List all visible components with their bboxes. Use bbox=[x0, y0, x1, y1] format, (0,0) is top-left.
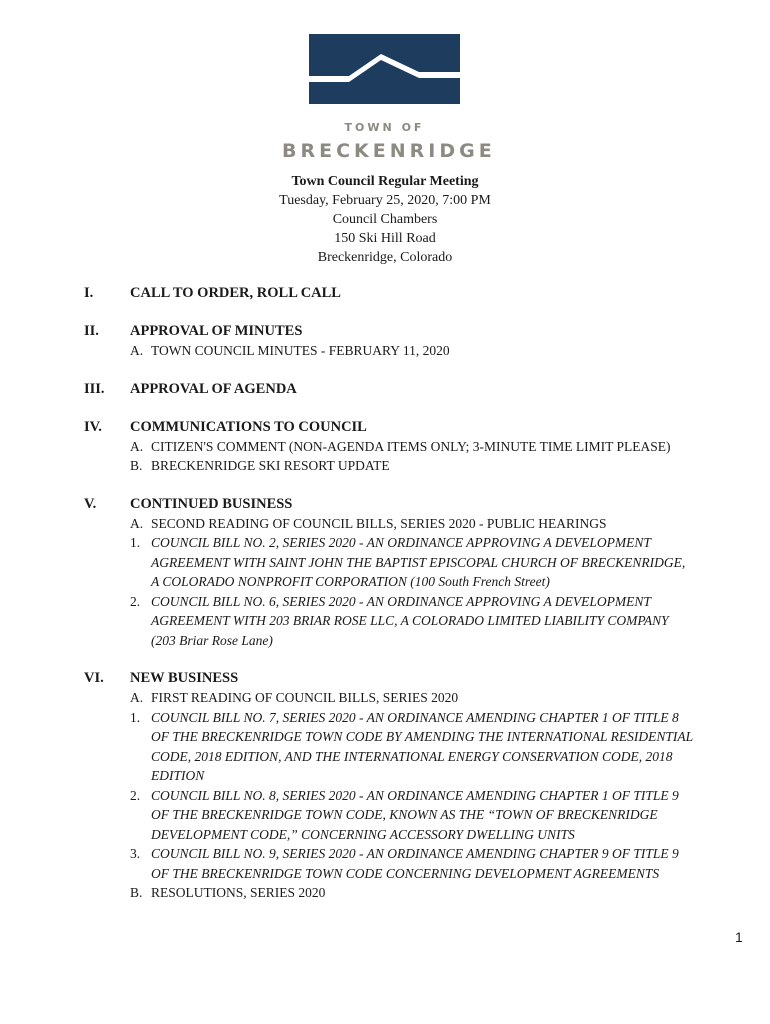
agenda-section bbox=[84, 417, 694, 476]
agenda-item-label: 3. bbox=[130, 846, 141, 861]
meeting-address: 150 Ski Hill Road bbox=[334, 231, 436, 246]
section-number: IV. bbox=[84, 418, 102, 435]
agenda-item-text: BRECKENRIDGE SKI RESORT UPDATE bbox=[151, 458, 390, 473]
agenda-item-text: COUNCIL BILL NO. 8, SERIES 2020 - AN ORDINANCE AMENDING CHAPTER 1 OF TITLE 9 OF THE BRECKENRIDGE TOWN CODE, KNOWN AS THE “TOWN OF BRECKENRIDGE DEVELOPMENT CODE,” CONCERNING ACCESSORY DWELLING UNITS bbox=[151, 787, 679, 842]
agenda-item-label: 2. bbox=[130, 593, 141, 609]
section-title: COMMUNICATIONS TO COUNCIL bbox=[130, 418, 367, 435]
section-heading bbox=[84, 494, 694, 514]
agenda-item-label: 2. bbox=[130, 787, 141, 803]
agenda-item-label: A. bbox=[130, 438, 144, 454]
section-number: II. bbox=[84, 323, 99, 339]
agenda-item-label: 1. bbox=[130, 709, 141, 725]
meeting-location: Council Chambers bbox=[332, 212, 438, 227]
agenda-item bbox=[130, 437, 694, 457]
page-number: 1 bbox=[735, 929, 743, 945]
agenda-item-label: A. bbox=[130, 343, 144, 358]
mountain-logo-icon bbox=[309, 34, 460, 104]
section-title: APPROVAL OF AGENDA bbox=[130, 380, 297, 397]
section-title: NEW BUSINESS bbox=[130, 670, 239, 686]
agenda-item-text: COUNCIL BILL NO. 7, SERIES 2020 - AN ORDINANCE AMENDING CHAPTER 1 OF TITLE 8 OF THE BRECKENRIDGE TOWN CODE BY AMENDING THE INTERNATIONAL RESIDENTIAL CODE, 2018 EDITION, AND THE INTERNATIONAL ENERGY CONSERVATION CODE, 2018 EDITION bbox=[151, 709, 693, 783]
agenda-item bbox=[130, 883, 694, 903]
agenda-section bbox=[84, 668, 694, 903]
agenda-item-text: TOWN COUNCIL MINUTES - FEBRUARY 11, 2020 bbox=[151, 343, 450, 358]
agenda-item-label: A. bbox=[130, 690, 144, 705]
agenda-item-text: SECOND READING OF COUNCIL BILLS, SERIES 2020 - PUBLIC HEARINGS bbox=[151, 515, 607, 531]
town-logo-mark bbox=[309, 34, 460, 104]
agenda-item-text: RESOLUTIONS, SERIES 2020 bbox=[151, 885, 326, 900]
agenda-item-text: CITIZEN'S COMMENT (NON-AGENDA ITEMS ONLY; 3-MINUTE TIME LIMIT PLEASE) bbox=[151, 438, 671, 454]
agenda-item-text: COUNCIL BILL NO. 9, SERIES 2020 - AN ORDINANCE AMENDING CHAPTER 9 OF TITLE 9 OF THE BRECKENRIDGE TOWN CODE CONCERNING DEVELOPMENT AGREEMENTS bbox=[151, 846, 679, 881]
agenda-item-label: B. bbox=[130, 885, 143, 900]
agenda-item-text: COUNCIL BILL NO. 6, SERIES 2020 - AN ORDINANCE APPROVING A DEVELOPMENT AGREEMENT WITH 203 BRIAR ROSE LLC, A COLORADO LIMITED LIABILITY COMPANY (203 Briar Rose Lane) bbox=[151, 593, 669, 648]
agenda-section bbox=[84, 283, 694, 303]
section-heading bbox=[84, 283, 694, 303]
agenda-item bbox=[130, 341, 694, 361]
agenda-section bbox=[84, 321, 694, 361]
agenda-item bbox=[130, 708, 694, 786]
section-number: VI. bbox=[84, 670, 104, 686]
section-number: V. bbox=[84, 495, 97, 512]
agenda-item bbox=[130, 844, 694, 883]
logo-town-of: TOWN OF bbox=[344, 121, 425, 134]
section-number: III. bbox=[84, 380, 105, 397]
agenda-item bbox=[130, 514, 694, 534]
agenda-item-label: A. bbox=[130, 515, 144, 531]
meeting-date: Tuesday, February 25, 2020, 7:00 PM bbox=[279, 193, 491, 208]
section-heading bbox=[84, 379, 694, 399]
agenda-section bbox=[84, 494, 694, 651]
section-title: APPROVAL OF MINUTES bbox=[130, 323, 303, 339]
section-heading bbox=[84, 417, 694, 437]
agenda-item bbox=[130, 592, 694, 651]
section-title: CONTINUED BUSINESS bbox=[130, 495, 293, 512]
agenda-item bbox=[130, 688, 694, 708]
section-heading bbox=[84, 321, 694, 341]
agenda-list bbox=[84, 283, 694, 921]
agenda-item-text: FIRST READING OF COUNCIL BILLS, SERIES 2020 bbox=[151, 690, 459, 705]
agenda-item-text: COUNCIL BILL NO. 2, SERIES 2020 - AN ORDINANCE APPROVING A DEVELOPMENT AGREEMENT WITH SAINT JOHN THE BAPTIST EPISCOPAL CHURCH OF BRECKENRIDGE, A COLORADO NONPROFIT CORPORATION (100 South French Street) bbox=[151, 535, 686, 589]
section-number: I. bbox=[84, 285, 94, 301]
meeting-city: Breckenridge, Colorado bbox=[317, 250, 453, 265]
agenda-section bbox=[84, 379, 694, 399]
agenda-item-label: 1. bbox=[130, 535, 141, 550]
agenda-item-label: B. bbox=[130, 458, 143, 473]
meeting-title: Town Council Regular Meeting bbox=[291, 174, 479, 189]
meeting-header bbox=[0, 172, 770, 267]
logo-town-name: BRECKENRIDGE bbox=[282, 140, 496, 162]
agenda-item bbox=[130, 456, 694, 476]
agenda-item bbox=[130, 533, 694, 592]
agenda-item bbox=[130, 786, 694, 845]
section-heading bbox=[84, 668, 694, 688]
section-title: CALL TO ORDER, ROLL CALL bbox=[130, 285, 341, 301]
